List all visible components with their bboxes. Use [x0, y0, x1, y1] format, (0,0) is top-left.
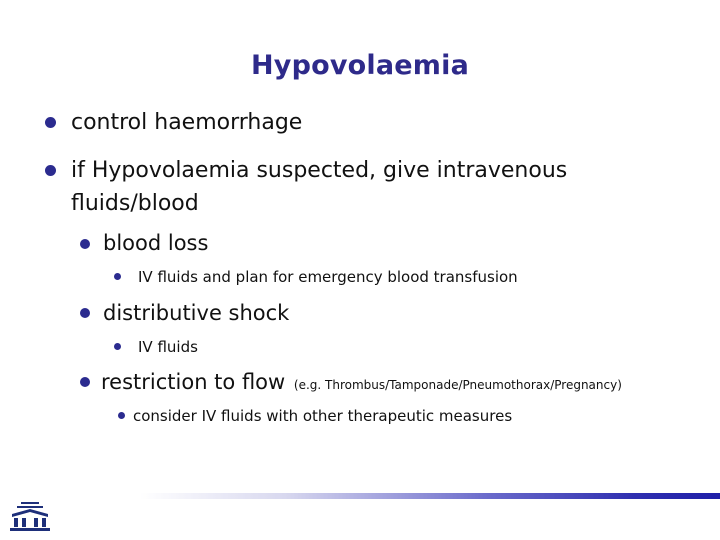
- bullet-icon: [114, 343, 121, 350]
- slide-title: Hypovolaemia: [250, 50, 470, 81]
- bullet-give-iv-fluids-line1: if Hypovolaemia suspected, give intravenous: [71, 158, 568, 183]
- bullet-give-iv-fluids-line2: fluids/blood: [71, 191, 199, 216]
- bullet-icon: [118, 412, 125, 419]
- bullet-icon: [80, 308, 90, 318]
- bullet-icon: [80, 239, 90, 249]
- restriction-to-flow-note: (e.g. Thrombus/Tamponade/Pneumothorax/Pregnancy): [293, 378, 622, 392]
- bullet-icon: [114, 273, 121, 280]
- sub-bullet-distributive-shock: distributive shock: [103, 301, 290, 325]
- sub-sub-bullet-consider-iv-fluids: consider IV fluids with other therapeutic measures: [133, 407, 513, 425]
- sub-bullet-restriction-to-flow: [101, 370, 622, 394]
- sub-sub-bullet-iv-fluids: IV fluids: [138, 338, 198, 356]
- sub-sub-bullet-iv-and-transfusion: IV fluids and plan for emergency blood transfusion: [138, 268, 518, 286]
- footer-bar: [140, 493, 720, 499]
- bullet-icon: [45, 117, 56, 128]
- building-logo-icon: [8, 500, 52, 532]
- sub-bullet-blood-loss: blood loss: [103, 231, 209, 255]
- bullet-icon: [45, 165, 56, 176]
- bullet-control-haemorrhage: control haemorrhage: [71, 110, 303, 135]
- bullet-icon: [80, 377, 90, 387]
- restriction-to-flow-label: restriction to flow: [101, 370, 286, 394]
